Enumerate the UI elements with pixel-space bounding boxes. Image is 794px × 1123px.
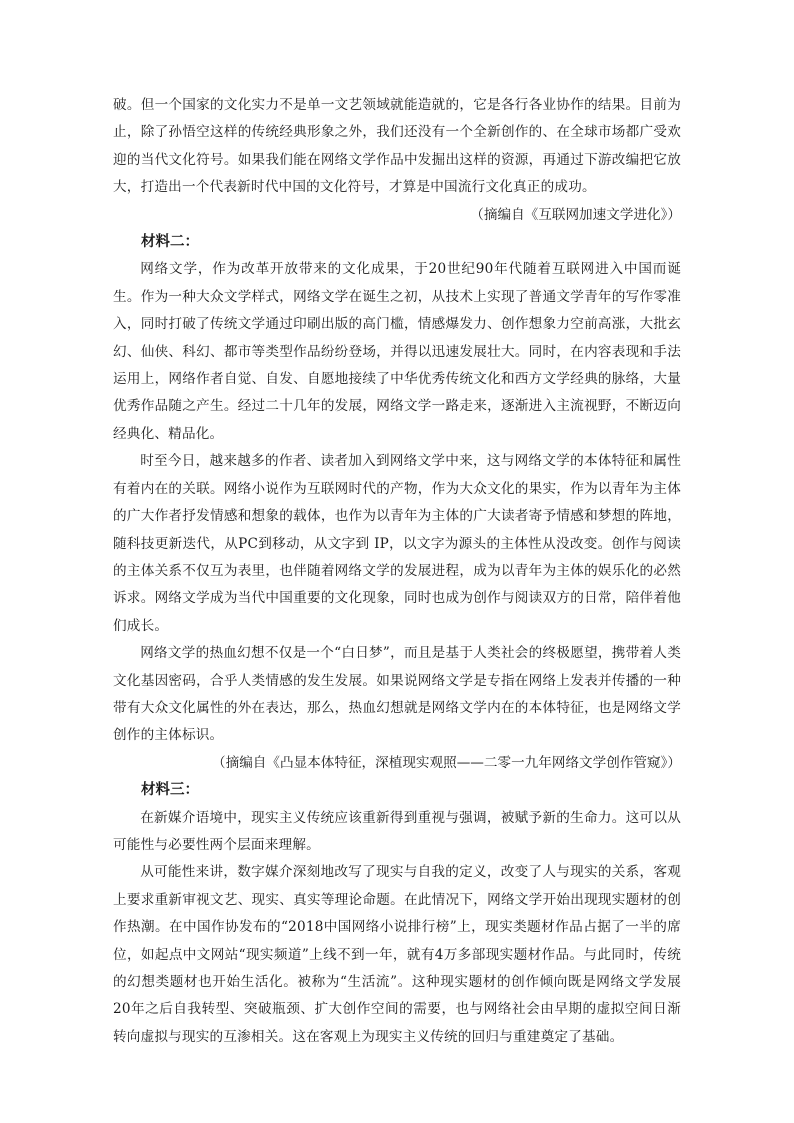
material3-heading: 材料三：: [141, 782, 199, 799]
material2-source: （摘编自《凸显本体特征，深植现实观照——二零一九年网络文学创作管窥》）: [212, 754, 681, 771]
material2-paragraph: 网络文学，作为改革开放带来的文化成果，于20世纪90年代随着互联网进入中国而诞生。作为一种大众文学样式，网络文学在诞生之初，从技术上实现了普通文学青年的写作零准入，同时打破了传统文学通过印刷出版的高门槛，情感爆发力、创作想象力空前高涨，大批玄幻、仙侠、科幻、都市等类型作品纷纷登场，并得以迅速发展壮大。同时，在内容表现和手法运用上，网络作者自觉、自发、自愿地接续了中华优秀传统文化和西方文学经典的脉络，大量优秀作品随之产生。经过二十几年的发展，网络文学一路走来，逐渐进入主流视野，不断迈向经典化、精品化。: [113, 261, 681, 442]
material2-heading: 材料二：: [141, 234, 199, 251]
material1-continuation: 破。但一个国家的文化实力不是单一文艺领域就能造就的，它是各行各业协作的结果。目前为止，除了孙悟空这样的传统经典形象之外，我们还没有一个全新创作的、在全球市场都广受欢迎的当代文化符号。如果我们能在网络文学作品中发掘出这样的资源，再通过下游改编把它放大，打造出一个代表新时代中国的文化符号，才算是中国流行文化真正的成功。: [113, 97, 681, 196]
material3-paragraph: 从可能性来讲，数字媒介深刻地改写了现实与自我的定义，改变了人与现实的关系，客观上要求重新审视文艺、现实、真实等理论命题。在此情况下，网络文学开始出现现实题材的创作热潮。在中国作协发布的“2018中国网络小说排行榜”上，现实类题材作品占据了一半的席位，如起点中文网站“现实频道”上线不到一年，就有4万多部现实题材作品。与此同时，传统的幻想类题材也开始生活化。被称为“生活流”。这种现实题材的创作倾向既是网络文学发展20年之后自我转型、突破瓶颈、扩大创作空间的需要，也与网络社会由早期的虚拟空间日渐转向虚拟与现实的互渗相关。这在客观上为现实主义传统的回归与重建奠定了基础。: [113, 864, 681, 1045]
document-page: [113, 92, 681, 1051]
material3-paragraph: 在新媒介语境中，现实主义传统应该重新得到重视与强调，被赋予新的生命力。这可以从可能性与必要性两个层面来理解。: [113, 809, 681, 853]
material2-paragraph: 网络文学的热血幻想不仅是一个“白日梦”，而且是基于人类社会的终极愿望，携带着人类文化基因密码，合乎人类情感的发生发展。如果说网络文学是专指在网络上发表并传播的一种带有大众文化属性的外在表达，那么，热血幻想就是网络文学内在的本体特征，也是网络文学创作的主体标识。: [113, 645, 681, 744]
material2-paragraph: 时至今日，越来越多的作者、读者加入到网络文学中来，这与网络文学的本体特征和属性有着内在的关联。网络小说作为互联网时代的产物，作为大众文化的果实，作为以青年为主体的广大作者抒发情感和想象的载体，也作为以青年为主体的广大读者寄予情感和梦想的阵地，随科技更新迭代，从PC到移动，从文字到 IP，以文字为源头的主体性从没改变。创作与阅读的主体关系不仅互为表里，也伴随着网络文学的发展进程，成为以青年为主体的娱乐化的必然诉求。网络文学成为当代中国重要的文化现象，同时也成为创作与阅读双方的日常，陪伴着他们成长。: [113, 453, 681, 634]
material1-source: （摘编自《互联网加速文学进化》）: [470, 206, 681, 223]
